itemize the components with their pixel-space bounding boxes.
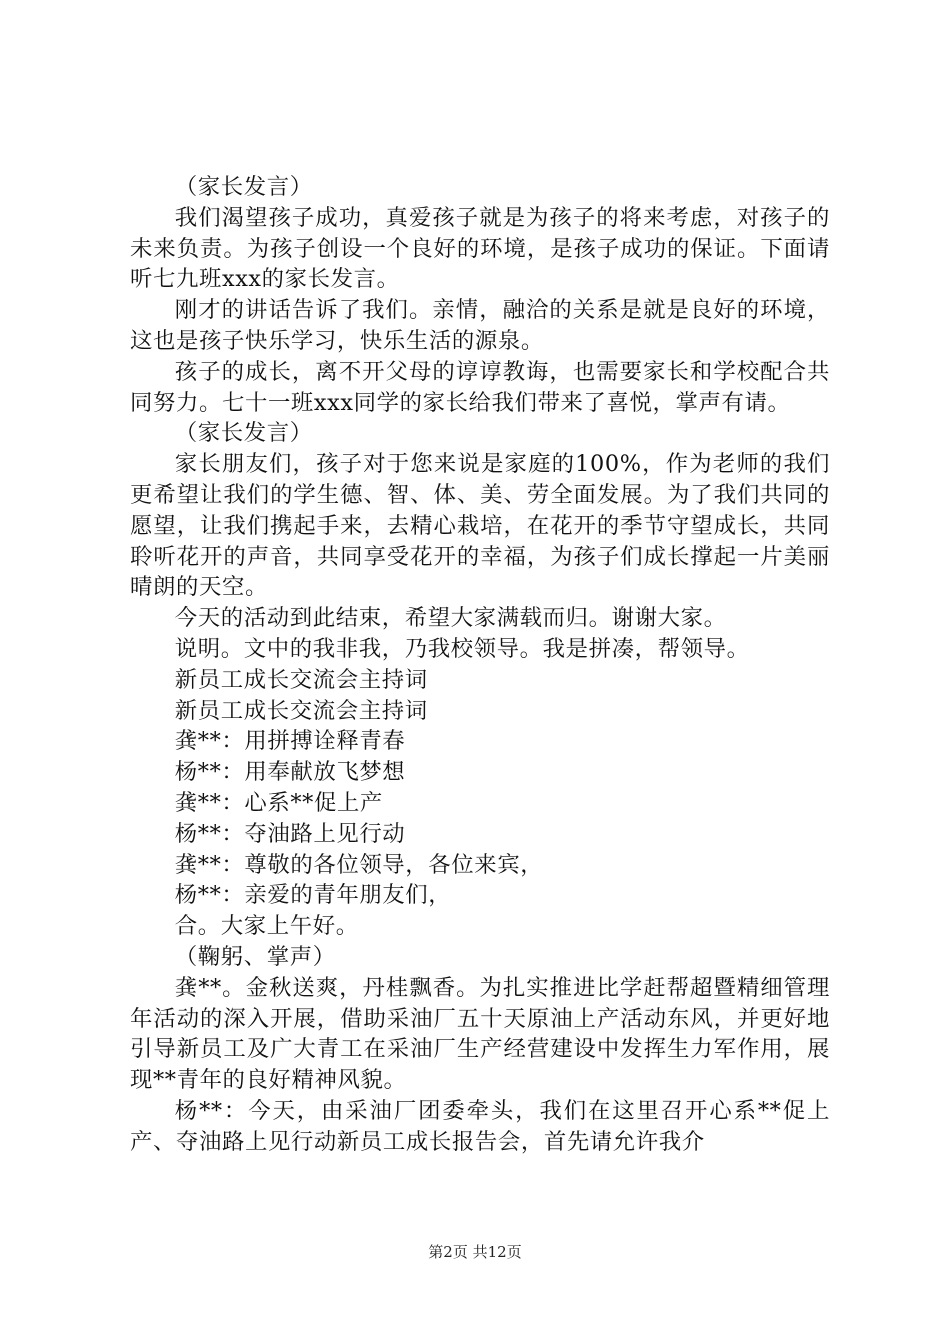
- paragraph: 我们渴望孩子成功，真爱孩子就是为孩子的将来考虑，对孩子的未来负责。为孩子创设一个良好的环境，是孩子成功的保证。下面请听七九班xxx的家长发言。: [130, 204, 830, 293]
- paragraph: 刚才的讲话告诉了我们。亲情，融洽的关系是就是良好的环境，这也是孩子快乐学习，快乐生活的源泉。: [130, 297, 830, 354]
- paragraph: 孩子的成长，离不开父母的谆谆教诲，也需要家长和学校配合共同努力。七十一班xxx同学的家长给我们带来了喜悦，掌声有请。: [130, 358, 830, 416]
- paragraph: （家长发言）: [174, 420, 313, 447]
- paragraph: 合。大家上午好。: [174, 913, 359, 940]
- paragraph: 龚**：尊敬的各位领导，各位来宾，: [174, 851, 544, 878]
- paragraph: 说明。文中的我非我，乃我校领导。我是拼凑，帮领导。: [174, 635, 750, 662]
- paragraph: 今天的活动到此结束，希望大家满载而归。谢谢大家。: [174, 605, 727, 632]
- page-number-footer: 第2页 共12页: [428, 1243, 522, 1261]
- paragraph: 杨**：今天，由采油厂团委牵头，我们在这里召开心系**促上产、夺油路上见行动新员工成长报告会，首先请允许我介: [130, 1097, 830, 1155]
- paragraph: 杨**：亲爱的青年朋友们，: [174, 882, 452, 909]
- paragraph: 杨**：夺油路上见行动: [174, 820, 406, 847]
- document-body: [130, 172, 830, 1158]
- paragraph: （家长发言）: [174, 174, 313, 200]
- paragraph: 新员工成长交流会主持词: [174, 697, 428, 724]
- paragraph: 龚**：心系**促上产: [174, 789, 383, 816]
- paragraph: 龚**：用拼搏诠释青春: [174, 728, 406, 755]
- paragraph: 杨**：用奉献放飞梦想: [174, 759, 406, 786]
- paragraph: 新员工成长交流会主持词: [174, 666, 428, 693]
- paragraph: （鞠躬、掌声）: [174, 943, 336, 970]
- paragraph: 龚**。金秋送爽，丹桂飘香。为扎实推进比学赶帮超暨精细管理年活动的深入开展，借助采油厂五十天原油上产活动东风，并更好地引导新员工及广大青工在采油厂生产经营建设中发挥生力军作用，展现**青年的良好精神风貌。: [130, 974, 830, 1094]
- paragraph: 家长朋友们，孩子对于您来说是家庭的100%，作为老师的我们更希望让我们的学生德、智、体、美、劳全面发展。为了我们共同的愿望，让我们携起手来，去精心栽培，在花开的季节守望成长，共同聆听花开的声音，共同享受花开的幸福，为孩子们成长撑起一片美丽晴朗的天空。: [130, 451, 830, 601]
